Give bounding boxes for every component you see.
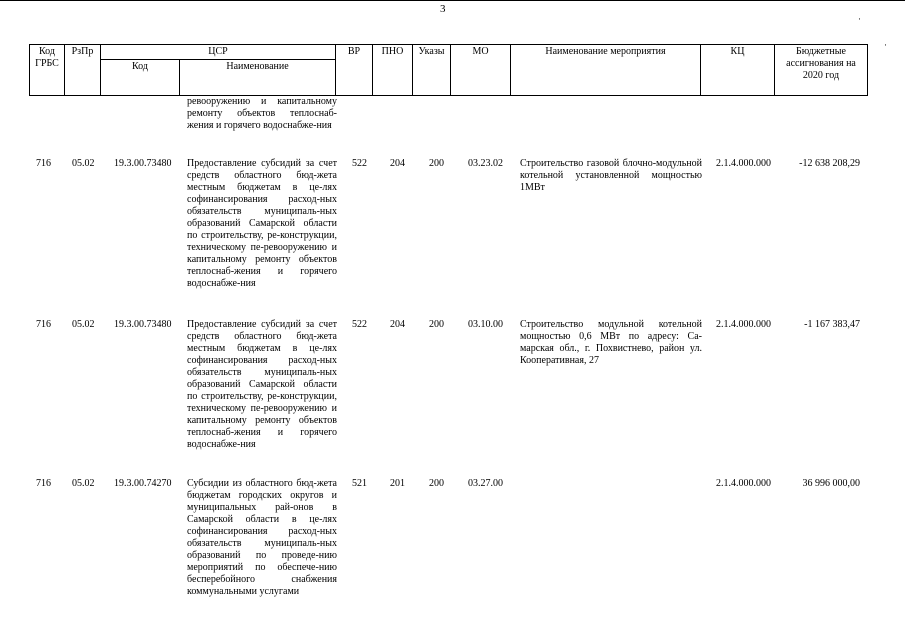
header-rzpr: РзПр — [65, 45, 101, 96]
cell-rzpr: 05.02 — [72, 158, 95, 169]
cell-csr: 19.3.00.74270 — [114, 478, 172, 489]
cell-csr: 19.3.00.73480 — [114, 158, 172, 169]
header-pno: ПНО — [373, 45, 413, 96]
header-event: Наименование мероприятия — [511, 45, 701, 96]
cell-vr: 521 — [352, 478, 367, 489]
cell-pno: 204 — [390, 158, 405, 169]
cell-ukazy: 200 — [429, 319, 444, 330]
cell-csr: 19.3.00.73480 — [114, 319, 172, 330]
header-kc: КЦ — [701, 45, 775, 96]
cell-pno: 201 — [390, 478, 405, 489]
cell-kc: 2.1.4.000.000 — [716, 319, 771, 330]
cell-event: Строительство модульной котельной мощностью 0,6 МВт по адресу: Са-марская обл., г. Похвистнево, район ул. Кооперативная, 27 — [520, 319, 702, 366]
cell-vr: 522 — [352, 158, 367, 169]
cell-ukazy: 200 — [429, 158, 444, 169]
cell-amount: 36 996 000,00 — [802, 478, 860, 489]
scan-mark: · — [884, 40, 887, 50]
cell-csr-name: Предоставление субсидий за счет средств областного бюд-жета местным бюджетам в це-лях софинансирования расход-ных обязательств муниципаль-ных образований Самарской области по строительству, ре-конструкции, техническому пе-ревооружению и капитальному ремонту объектов теплоснаб-жения и горячего водоснабже-ния — [187, 319, 337, 450]
cell-grbs: 716 — [36, 158, 51, 169]
carryover-text: ревооружению и капитальному ремонту объектов теплоснаб-жения и горячего водоснабже-ния — [187, 96, 337, 131]
cell-amount: -1 167 383,47 — [804, 319, 860, 330]
cell-grbs: 716 — [36, 478, 51, 489]
cell-csr-name: Предоставление субсидий за счет средств областного бюд-жета местным бюджетам в це-лях софинансирования расход-ных обязательств муниципаль-ных образований Самарской области по строительству, ре-конструкции, техническому пе-ревооружению и капитальному ремонту объектов теплоснаб-жения и горячего водоснабже-ния — [187, 158, 337, 289]
cell-amount: -12 638 208,29 — [799, 158, 860, 169]
header-vr: ВР — [336, 45, 373, 96]
cell-event: Строительство газовой блочно-модульной котельной установленной мощностью 1МВт — [520, 158, 702, 193]
cell-mo: 03.27.00 — [468, 478, 503, 489]
header-budget: Бюджетные ассигнования на 2020 год — [775, 45, 868, 96]
cell-kc: 2.1.4.000.000 — [716, 478, 771, 489]
table-header — [29, 44, 868, 96]
cell-mo: 03.10.00 — [468, 319, 503, 330]
cell-grbs: 716 — [36, 319, 51, 330]
header-ukazy: Указы — [413, 45, 451, 96]
page-number: 3 — [440, 3, 446, 15]
cell-rzpr: 05.02 — [72, 478, 95, 489]
header-kod-grbs: Код ГРБС — [30, 45, 65, 96]
cell-kc: 2.1.4.000.000 — [716, 158, 771, 169]
header-csr: ЦСР — [101, 45, 336, 60]
cell-vr: 522 — [352, 319, 367, 330]
header-csr-name: Наименование — [180, 60, 336, 96]
header-csr-kod: Код — [101, 60, 180, 96]
cell-rzpr: 05.02 — [72, 319, 95, 330]
cell-csr-name: Субсидии из областного бюд-жета бюджетам городских округов и муниципальных рай-онов в Самарской области в це-лях софинансирования расход-ных обязательств муниципаль-ных образований по проведе-нию мероприятий по обеспече-нию бесперебойного снабжения коммунальными услугами — [187, 478, 337, 597]
cell-ukazy: 200 — [429, 478, 444, 489]
scan-mark: · — [858, 14, 861, 24]
header-mo: МО — [451, 45, 511, 96]
cell-mo: 03.23.02 — [468, 158, 503, 169]
page-top-border — [0, 0, 905, 1]
cell-pno: 204 — [390, 319, 405, 330]
